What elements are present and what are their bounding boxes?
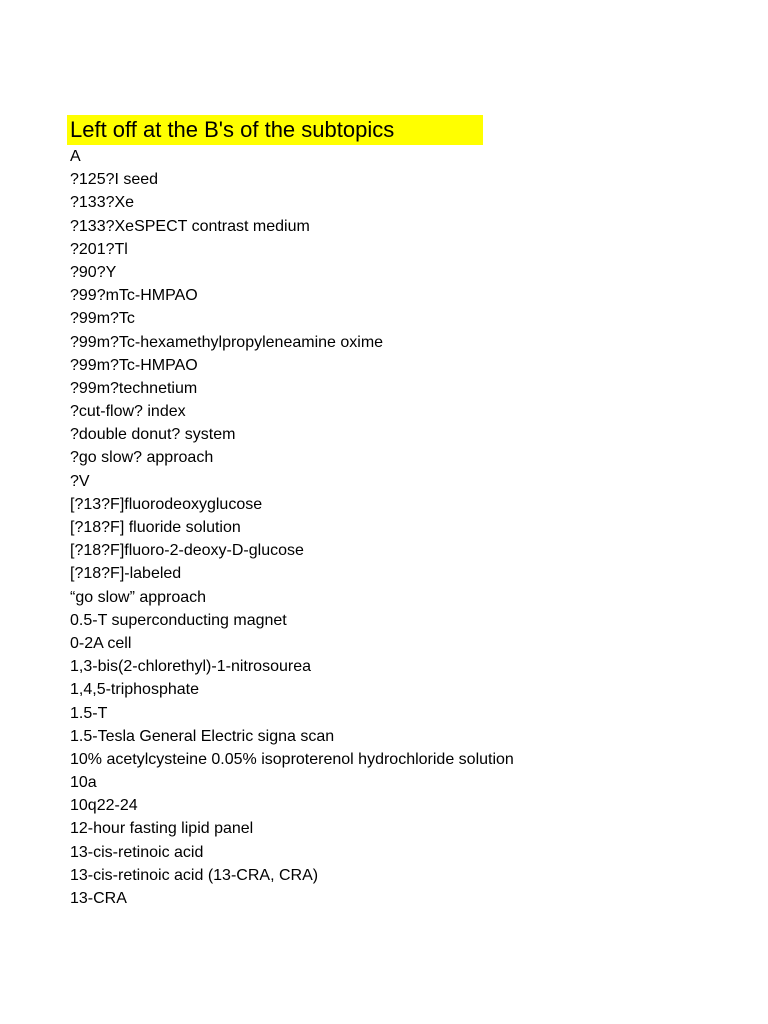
list-item: [?13?F]fluorodeoxyglucose: [70, 495, 263, 513]
list-item: 10a: [70, 774, 97, 792]
list-item: ?133?Xe: [70, 194, 135, 212]
list-item: ?double donut? system: [70, 426, 236, 444]
list-item: [?18?F]-labeled: [70, 565, 182, 583]
list-item: ?go slow? approach: [70, 449, 214, 467]
list-item: “go slow” approach: [70, 588, 207, 606]
list-item: ?V: [70, 472, 90, 490]
list-item: ?99m?technetium: [70, 379, 198, 397]
list-item: A: [70, 148, 81, 165]
highlighted-title: Left off at the B's of the subtopics: [67, 115, 483, 145]
list-item: ?90?Y: [70, 263, 117, 281]
list-item: ?99?mTc-HMPAO: [70, 287, 198, 305]
list-item: 13-cis-retinoic acid: [70, 843, 204, 861]
list-item: [?18?F]fluoro-2-deoxy-D-glucose: [70, 542, 304, 560]
list-item: 12-hour fasting lipid panel: [70, 820, 254, 838]
list-item: ?133?XeSPECT contrast medium: [70, 217, 310, 235]
list-item: 10q22-24: [70, 797, 138, 815]
list-item: 0-2A cell: [70, 634, 132, 652]
list-item: 1.5-Tesla General Electric signa scan: [70, 727, 335, 745]
list-item: [?18?F] fluoride solution: [70, 519, 241, 536]
list-item: 0.5-T superconducting magnet: [70, 611, 287, 629]
list-item: ?99m?Tc: [70, 310, 135, 328]
list-item: 10% acetylcysteine 0.05% isoproterenol hydrochloride solution: [70, 750, 514, 768]
list-item: ?99m?Tc-HMPAO: [70, 356, 198, 374]
list-item: ?99m?Tc-hexamethylpropyleneamine oxime: [70, 333, 384, 351]
list-item: ?201?Tl: [70, 240, 128, 258]
list-item: ?cut-flow? index: [70, 403, 186, 421]
list-item: 1.5-T: [70, 704, 108, 722]
list-item: ?125?I seed: [70, 171, 159, 189]
list-item: 13-cis-retinoic acid (13-CRA, CRA): [70, 866, 319, 884]
term-list: [70, 145, 750, 910]
list-item: 1,4,5-triphosphate: [70, 681, 199, 699]
list-item: 13-CRA: [70, 890, 127, 907]
list-item: 1,3-bis(2-chlorethyl)-1-nitrosourea: [70, 658, 311, 676]
